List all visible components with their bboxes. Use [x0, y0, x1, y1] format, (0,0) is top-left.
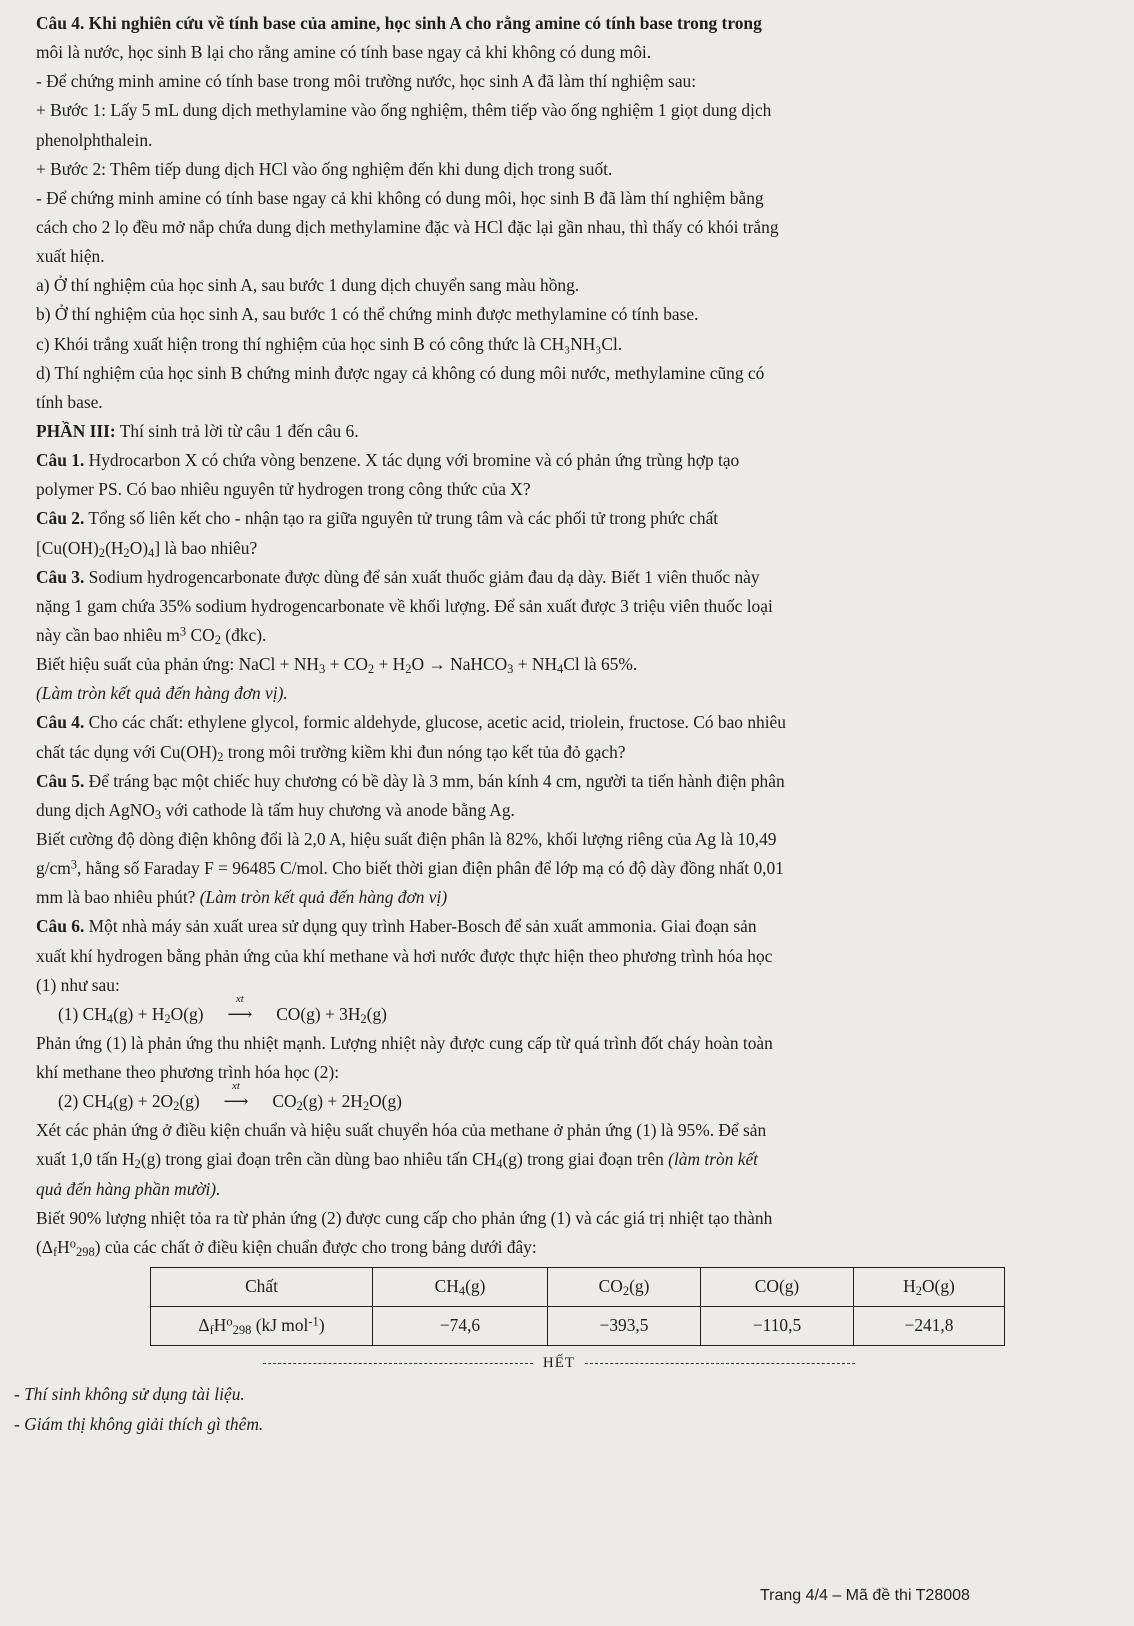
part3-heading: PHẦN III: Thí sinh trả lời từ câu 1 đến câu 6. — [36, 420, 359, 441]
table-header-co: CO(g) — [701, 1268, 854, 1307]
q4-option-c: c) Khói trắng xuất hiện trong thí nghiệm của học sinh B có công thức là CH₃NH₃Cl. — [36, 333, 623, 354]
table-header-h2o: $H_2O(g)$ — [854, 1268, 1005, 1307]
q4-step1: + Bước 1: Lấy 5 mL dung dịch methylamine vào ống nghiệm, thêm tiếp vào ống nghiệm 1 giọt dung dịch — [36, 100, 772, 121]
table-cell: −241,8 — [854, 1307, 1005, 1346]
q3-reaction: Biết hiệu suất của phản ứng: NaCl + $NH_3 + CO_2 + H_2O$ → NaHCO$_3$ + $NH_4Cl$ là 65%. — [36, 654, 638, 677]
q6-para2: khí methane theo phương trình hóa học (2): — [36, 1062, 340, 1083]
q4-text: Câu 4. Cho các chất: ethylene glycol, formic aldehyde, glucose, acetic acid, triolein, fructose. Có bao nhiêu — [36, 712, 786, 733]
q5-text-cont2: Biết cường độ dòng điện không đổi là 2,0 A, hiệu suất điện phân là 82%, khối lượng riêng của Ag là 10,49 — [36, 828, 777, 849]
q4-text-cont: chất tác dụng với $Cu(OH)_2$ trong môi trường kiềm khi đun nóng tạo kết tủa đỏ gạch? — [36, 741, 626, 764]
q6-para7: $(\Delta_fH^o_{298})$ của các chất ở điều kiện chuẩn được cho trong bảng dưới đây: — [36, 1236, 537, 1260]
table-header-co2: $CO_2(g)$ — [548, 1268, 701, 1307]
q4-intro: Câu 4. Khi nghiên cứu về tính base của amine, học sinh A cho rằng amine có tính base trong trong — [36, 13, 762, 33]
end-dash-right — [585, 1363, 855, 1364]
q4-option-d: d) Thí nghiệm của học sinh B chứng minh được ngay cả không có dung môi nước, methylamine cũng có — [36, 362, 765, 383]
q4-step1-cont: phenolphthalein. — [36, 129, 153, 150]
table-row — [151, 1268, 1005, 1307]
page-footer: Trang 4/4 – Mã đề thi T28008 — [760, 1587, 970, 1604]
q2-text: Câu 2. Tổng số liên kết cho - nhận tạo ra giữa nguyên tử trung tâm và các phối tử trong phức chất — [36, 508, 719, 529]
q1-text-cont: polymer PS. Có bao nhiêu nguyên tử hydrogen trong công thức của X? — [36, 479, 531, 500]
q2-text-cont: $[Cu(OH)_2(H_2O)_4]$ là bao nhiêu? — [36, 537, 258, 560]
q6-equation-2: (2) $CH_4(g) + 2O_2(g)$ xt ⟶ $CO_2(g) + 2H_2O(g)$ — [58, 1080, 402, 1114]
q6-text: Câu 6. Một nhà máy sản xuất urea sử dụng quy trình Haber-Bosch để sản xuất ammonia. Giai đoạn sản — [36, 916, 757, 937]
q4-a-intro: - Để chứng minh amine có tính base trong môi trường nước, học sinh A đã làm thí nghiệm sau: — [36, 71, 697, 92]
q5-text-cont: dung dịch AgNO$_3$ với cathode là tấm huy chương và anode bằng Ag. — [36, 799, 515, 822]
q3-text-cont2: này cần bao nhiêu $m^3$ $CO_2$ (đkc). — [36, 624, 267, 648]
q6-equation-1: (1) $CH_4(g) + H_2O(g)$ xt ⟶ $CO(g) + 3H_2(g)$ — [58, 992, 387, 1026]
q6-para1: Phản ứng (1) là phản ứng thu nhiệt mạnh. Lượng nhiệt này được cung cấp từ quá trình đốt cháy hoàn toàn — [36, 1032, 773, 1053]
q6-text-cont2: (1) như sau: — [36, 974, 120, 995]
end-note-1: - Thí sinh không sử dụng tài liệu. — [14, 1384, 245, 1405]
q5-text-cont3: $g/cm^3$, hằng số Faraday F = 96485 C/mol. Cho biết thời gian điện phân để lớp mạ có độ dày đồng nhất 0,01 — [36, 857, 784, 879]
q4-option-d-cont: tính base. — [36, 391, 103, 412]
end-dash-left — [263, 1363, 533, 1364]
enthalpy-table — [150, 1267, 1005, 1346]
table-cell: −393,5 — [548, 1307, 701, 1346]
table-header-substance: Chất — [151, 1268, 373, 1307]
q4-b-intro-cont: cách cho 2 lọ đều mở nắp chứa dung dịch methylamine đặc và HCl đặc lại gần nhau, thì thấy có khói trắng — [36, 216, 779, 237]
q6-text-cont: xuất khí hydrogen bằng phản ứng của khí methane và hơi nước được thực hiện theo phương trình hóa học — [36, 945, 773, 966]
q6-para4: xuất 1,0 tấn $H_2(g)$ trong giai đoạn trên cần dùng bao nhiêu tấn $CH_4(g)$ trong giai đoạn trên (làm tròn kết — [36, 1149, 759, 1172]
table-row — [151, 1307, 1005, 1346]
q4-option-a: a) Ở thí nghiệm của học sinh A, sau bước 1 dung dịch chuyển sang màu hồng. — [36, 275, 580, 296]
end-note-2: - Giám thị không giải thích gì thêm. — [14, 1413, 264, 1434]
q3-note: (Làm tròn kết quả đến hàng đơn vị). — [36, 683, 288, 704]
q5-text: Câu 5. Để tráng bạc một chiếc huy chương có bề dày là 3 mm, bán kính 4 cm, người ta tiến hành điện phân — [36, 770, 785, 791]
q6-para5: quả đến hàng phần mười). — [36, 1178, 221, 1199]
q5-text-cont4: mm là bao nhiêu phút? (Làm tròn kết quả đến hàng đơn vị) — [36, 887, 448, 908]
complex-formula: $[Cu(OH)_2(H_2O)_4]$ — [36, 537, 161, 560]
q6-para6: Biết 90% lượng nhiệt tỏa ra từ phản ứng (2) được cung cấp cho phản ứng (1) và các giá trị nhiệt tạo thành — [36, 1207, 773, 1228]
q4-intro-cont: môi là nước, học sinh B lại cho rằng amine có tính base ngay cả khi không có dung môi. — [36, 42, 652, 63]
table-header-ch4: $CH_4(g)$ — [373, 1268, 548, 1307]
table-row-label: $\Delta_fH^o_{298}$ (kJ mol$^{-1}$) — [151, 1307, 373, 1346]
table-cell: −110,5 — [701, 1307, 854, 1346]
q4-b-intro-cont2: xuất hiện. — [36, 246, 105, 267]
q3-text-cont: nặng 1 gam chứa 35% sodium hydrogencarbonate về khối lượng. Để sản xuất được 3 triệu viên thuốc loại — [36, 595, 773, 616]
q4-option-b: b) Ở thí nghiệm của học sinh A, sau bước 1 có thể chứng minh được methylamine có tính base. — [36, 304, 699, 325]
table-cell: −74,6 — [373, 1307, 548, 1346]
q6-para3: Xét các phản ứng ở điều kiện chuẩn và hiệu suất chuyển hóa của methane ở phản ứng (1) là 95%. Để sản — [36, 1120, 767, 1141]
q4-b-intro: - Để chứng minh amine có tính base ngay cả khi không có dung môi, học sinh B đã làm thí nghiệm bằng — [36, 187, 764, 208]
q3-text: Câu 3. Sodium hydrogencarbonate được dùng để sản xuất thuốc giảm đau dạ dày. Biết 1 viên thuốc này — [36, 566, 760, 587]
q1-text: Câu 1. Hydrocarbon X có chứa vòng benzene. X tác dụng với bromine và có phản ứng trùng hợp tạo — [36, 450, 740, 471]
end-marker: HẾT — [14, 1352, 1104, 1375]
q4-step2: + Bước 2: Thêm tiếp dung dịch HCl vào ống nghiệm đến khi dung dịch trong suốt. — [36, 158, 613, 179]
